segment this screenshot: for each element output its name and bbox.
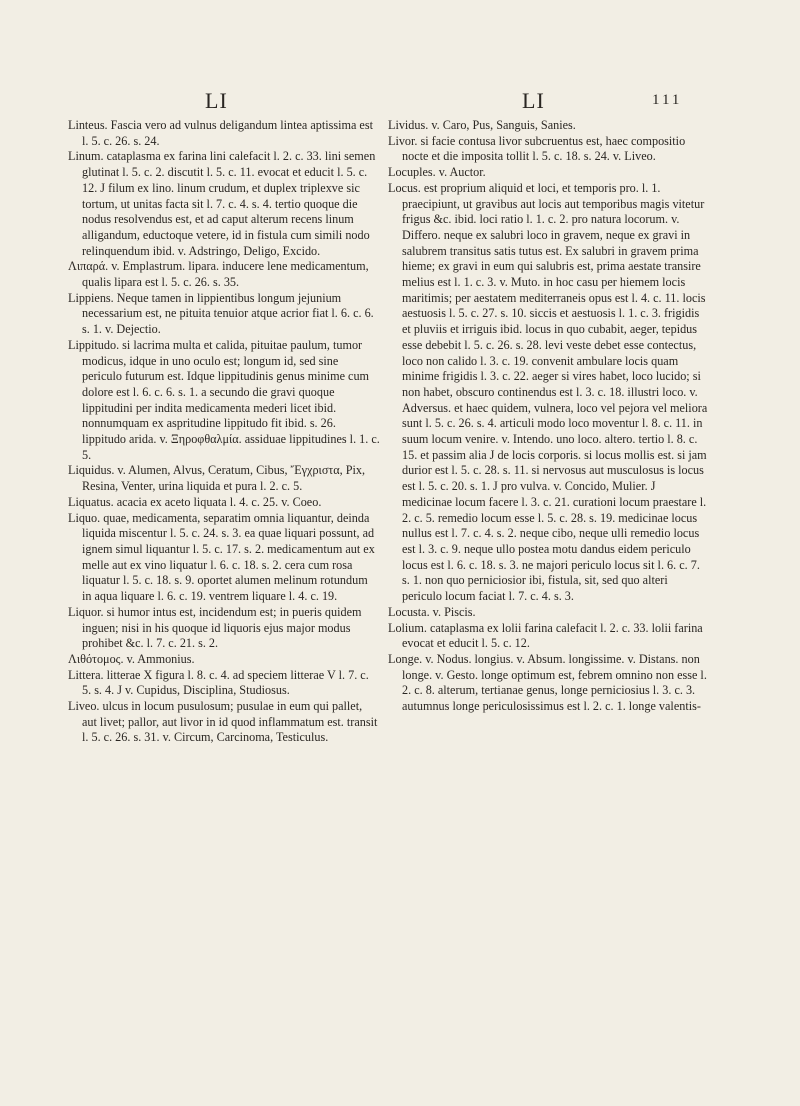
entry-liquor: Liquor. si humor intus est, incidendum est; in pueris quidem inguen; nisi in his quoque id liquoris ejus major modus prohibet &c. l. 7. c. 21. s. 2.: [68, 604, 362, 651]
entry-lolium: Lolium. cataplasma ex lolii farina calefacit l. 2. c. 33. lolii farina evocat et educit l. 5. c. 12.: [388, 620, 703, 651]
entry-liveo: Liveo. ulcus in locum pusulosum; pusulae in eum qui pallet, aut livet; pallor, aut livor in id quod inflammatum est. transit l. 5. c. 26. s. 31. v. Circum, Carcinoma, Testiculus.: [68, 699, 378, 745]
entry-lividus: Lividus. v. Caro, Pus, Sanguis, Sanies.: [388, 118, 576, 132]
entry-locuples: Locuples. v. Auctor.: [388, 165, 486, 180]
entry-locus: Locus. est proprium aliquid et loci, et temporis pro. l. 1. praecipiunt, ut gravibus aut locis aut temporibus magis vitetur frigus &c. ibid. loci ratio l. 1. c. 2. pro natura locorum. v. Differo. neque ex salubri loco in gravem, neque ex gravi in salubrem transitus satis tutus est. Ex salubri in gravem prima hieme; ex gravi in eum qui salubris est, prima aestate transire melius est l. 1. c. 3. v. Muto. in hoc casu per hiemem locis maritimis; per aestatem mediterraneis opus est l. 4. c. 11. locis aestuosis l. 5. c. 27. s. 10. siccis et aestuosis l. 1. c. 3. frigidis et pluviis et irriguis ibid. locus in quo cubabit, aeger, tepidus esse debebit l. 5. c. 26. s. 28. levi veste debet esse contectus, loco non calido l. 3. c. 19. convenit ambulare locis quam minime frigidis l. 3. c. 22. aeger si vires habet, loco lucido; si non habet, obscuro continendus est l. 3. c. 18. illustri loco. v. Adversus. et haec quidem, vulnera, loco vel pejora vel meliora sunt l. 5. c. 26. s. 4. articuli modo loco moventur l. 8. c. 11. in suum locum venire. v. Intendo. uno loco. altero. tertio l. 8. c. 15. et passim alia J de locis corporis. si locus mollis est. si jam durior est l. 5. c. 28. s. 11. si nervosus aut musculosus is locus est l. 5. c. 20. s. 1. J pro vulva. v. Concido, Mulier. J medicinae locum facere l. 3. c. 21. curationi locum praestare l. 2. c. 5. remedio locum esse l. 5. c. 28. s. 19. medicinae locus nullus est l. 7. c. 4. s. 2. neque cibo, neque ulli remedio locus est l. 3. c. 9. neque ullo postea motu dandus eidem periculo locus est l. 6. c. 18. s. 3. ne majori periculo locus sit l. 6. c. 7. s. 1. non quo perniciosior ibi, fistula, sit, sed quo alteri periculo locum faciat l. 7. c. 4. s. 3.: [388, 180, 708, 604]
left-column: [68, 118, 380, 746]
running-head-right: LI: [522, 88, 545, 113]
entry-littera: Littera. litterae X figura l. 8. c. 4. ad speciem litterae V l. 7. c. 5. s. 4. J v. Cupidus, Disciplina, Studiosus.: [68, 667, 369, 698]
entry-liquatus: Liquatus. acacia ex aceto liquata l. 4. c. 25. v. Coeo.: [68, 494, 322, 509]
entry-liquidus: Liquidus. v. Alumen, Alvus, Ceratum, Cibus, Ἔγχριστα, Pix, Resina, Venter, urina liquida et pura l. 2. c. 5.: [68, 463, 366, 494]
entry-longe: Longe. v. Nodus. longius. v. Absum. longissime. v. Distans. non longe. v. Gesto. longe optimum est, febrem omnino non esse l. 2. c. 8. alterum, tertianae genus, longe perniciosius l. 3. c. 3. autumnus longe periculosissimus est l. 2. c. 1. longe valentis-: [388, 651, 707, 714]
running-head-left: LI: [205, 88, 228, 113]
entry-linum: Linum. cataplasma ex farina lini calefacit l. 2. c. 33. lini semen glutinat l. 5. c. 2. discutit l. 5. c. 11. evocat et educit l. 5. c. 12. J filum ex lino. linum crudum, et duplex triplexve sic tortum, ut unitas facta sit l. 7. c. 4. s. 4. tertio quoque die nodus resolvendus est, et ad caput alterum recens linum alligandum, eductoque vetere, id in fistula cum simili nodo relinquendum ibid. v. Adstringo, Deligo, Excido.: [68, 149, 376, 258]
entry-lithotomos: Λιθότομος. v. Ammonius.: [68, 651, 195, 666]
entry-linteus: Linteus. Fascia vero ad vulnus deligandum lintea aptissima est l. 5. c. 26. s. 24.: [68, 118, 373, 148]
page-number: 111: [652, 92, 683, 108]
entry-liquo: Liquo. quae, medicamenta, separatim omnia liquantur, deinda liquida miscentur l. 5. c. 24. s. 3. ea quae liquari possunt, ad ignem simul liquantur l. 5. c. 17. s. 2. medicamentum aut ex melle aut ex vino liquatur l. 6. c. 18. s. 2. cera cum rosa liquatur l. 5. c. 18. s. 9. oportet alumen melinum rotundum in aqua liquare l. 6. c. 19. ventrem liquare l. 4. c. 19.: [68, 510, 375, 604]
entry-livor: Livor. si facie contusa livor subcruentus est, haec compositio nocte et die imposita tollit l. 5. c. 18. s. 24. v. Liveo.: [388, 133, 686, 164]
entry-lippiens: Lippiens. Neque tamen in lippientibus longum jejunium necessarium est, ne pituita tenuior atque acrior fiat l. 6. c. 6. s. 1. v. Dejectio.: [68, 290, 374, 337]
right-column: [388, 118, 708, 715]
entry-locusta: Locusta. v. Piscis.: [388, 604, 476, 619]
entry-lipara: Λιπαρά. v. Emplastrum. lipara. inducere lene medicamentum, qualis lipara est l. 5. c. 26. s. 35.: [68, 259, 369, 290]
entry-lippitudo: Lippitudo. si lacrima multa et calida, pituitae paulum, tumor modicus, idque in uno oculo est; longum id, sed sine periculo futurum est. Idque lippitudinis genus minime cum dolore est l. 6. c. 6. s. 1. a secundo die gravi quoque lippitudini per indita medicamenta mederi licet ibid. nonnumquam ex aspritudine lippitudo fit ibid. s. 26. lippitudo arida. v. Ξηροφθαλμία. assiduae lippitudines l. 1. c. 5.: [68, 337, 380, 462]
